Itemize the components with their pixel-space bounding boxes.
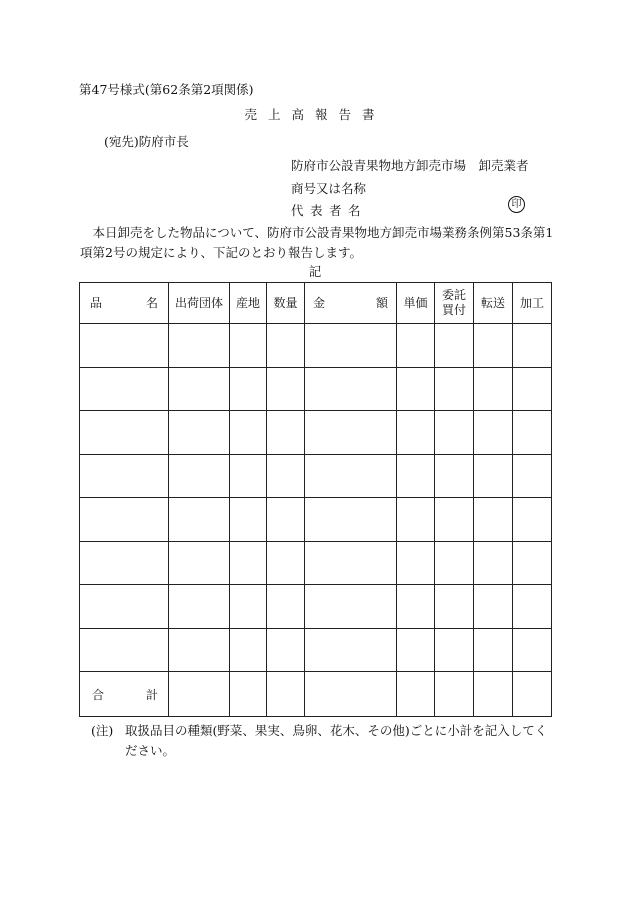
header-transfer: 転送 bbox=[474, 283, 513, 324]
table-row bbox=[80, 411, 552, 455]
header-shipper: 出荷団体 bbox=[169, 283, 230, 324]
header-amount: 金 額 bbox=[305, 283, 397, 324]
table-row bbox=[80, 367, 552, 411]
header-unit-price: 単価 bbox=[397, 283, 435, 324]
body-text: 本日卸売をした物品について、防府市公設青果物地方卸売市場業務条例第53条第1項第2号の規定により、下記のとおり報告します。 bbox=[80, 225, 554, 260]
table-row bbox=[80, 585, 552, 629]
note-label: (注) bbox=[91, 723, 114, 738]
table-header-row bbox=[80, 283, 552, 324]
ki-label: 記 bbox=[308, 264, 322, 279]
header-consign-buy: 委託 買付 bbox=[435, 283, 474, 324]
table-row bbox=[80, 541, 552, 585]
document-title: 売上高報告書 bbox=[244, 107, 386, 122]
sender-market: 防府市公設青果物地方卸売市場 卸売業者 bbox=[291, 158, 529, 173]
header-quantity: 数量 bbox=[267, 283, 305, 324]
table-row bbox=[80, 324, 552, 368]
sales-report-table bbox=[79, 282, 552, 717]
sender-representative: 代表者名 bbox=[291, 203, 368, 218]
table-row bbox=[80, 498, 552, 542]
header-item-name: 品 名 bbox=[80, 283, 169, 324]
header-processing: 加工 bbox=[513, 283, 552, 324]
note-text: 取扱品目の種類(野菜、果実、鳥卵、花木、その他)ごとに小計を記入してください。 bbox=[125, 723, 548, 758]
header-origin: 産地 bbox=[230, 283, 267, 324]
seal-mark: 印 bbox=[508, 196, 525, 213]
table-row bbox=[80, 454, 552, 498]
total-label: 合 計 bbox=[80, 672, 169, 717]
addressee: (宛先)防府市長 bbox=[104, 134, 189, 149]
sender-trade-name: 商号又は名称 bbox=[291, 181, 367, 196]
table-row bbox=[80, 628, 552, 672]
form-number: 第47号様式(第62条第2項関係) bbox=[79, 82, 254, 97]
total-row bbox=[80, 672, 552, 717]
